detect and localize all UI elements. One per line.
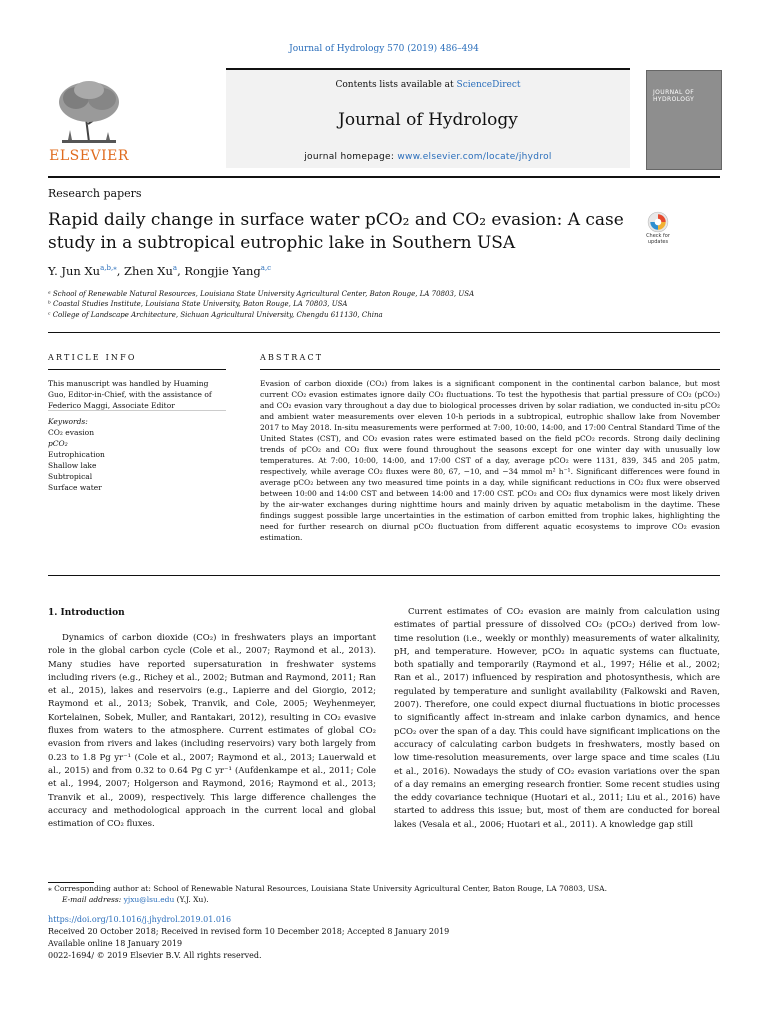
contents-line: Contents lists available at ScienceDirect (335, 80, 521, 90)
check-for-updates-icon[interactable] (647, 211, 669, 233)
available-online: Available online 18 January 2019 (48, 939, 183, 948)
article-info-rule (48, 369, 226, 370)
masthead (48, 68, 720, 176)
publication-details (48, 914, 449, 962)
journal-cover-thumbnail[interactable] (646, 70, 722, 170)
author-affil-marker[interactable]: a,b,⁎ (100, 264, 117, 273)
abstract-rule (260, 369, 720, 370)
article-info-heading: ARTICLE INFO (48, 353, 137, 362)
corresponding-author-note: ⁎ Corresponding author at: School of Renewable Natural Resources, Louisiana State University Agricultural Center, Baton Rouge, LA 70803, USA. (48, 884, 607, 893)
handled-by-note: This manuscript was handled by Huaming Guo, Editor-in-Chief, with the assistance of Federico Maggi, Associate Editor (48, 379, 212, 410)
masthead-rule (48, 176, 720, 178)
check-for-updates-label[interactable]: Check for updates (646, 233, 670, 245)
abstract-bottom-rule (48, 575, 720, 576)
abstract-heading: ABSTRACT (260, 353, 324, 362)
keyword-item: Surface water (48, 483, 102, 492)
author-affil-marker[interactable]: a,c (260, 264, 272, 273)
cover-title: JOURNAL OF HYDROLOGY (653, 89, 695, 103)
intro-paragraph-left: Dynamics of carbon dioxide (CO₂) in freshwaters plays an important role in the global carbon cycle (Cole et al., 2007; Raymond et al., 2013). Many studies have reported supersaturation in freshwater systems including rivers (e.g., Richey et al., 2002; Butman and Raymond, 2011; Ran et al., 2015), lakes and reservoirs (e.g., Lapierre and del Giorgio, 2012; Raymond et al., 2013; Sobek, Tranvik, and Cole, 2005; Weyhenmeyer, Kortelainen, Sobek, Muller, and Rantakari, 2012), resulting in CO₂ evasive fluxes from waters to the atmosphere. Current estimates of global CO₂ evasion from rivers and lakes (including reservoirs) vary both largely from 0.23 to 1.8 Pg yr⁻¹ (Cole et al., 2007; Raymond et al., 2013; Lauerwald et al., 2015) and from 0.32 to 0.64 Pg C yr⁻¹ (Aufdenkampe et al., 2011; Cole et al., 1994, 2007; Holgerson and Raymond, 2016; Raymond et al., 2013; Tranvik et al., 2009), respectively. This large difference challenges the accuracy and methodological approach in the current local and global estimation of CO₂ fluxes. (48, 633, 376, 830)
author-list: Y. Jun $Xu^{a,b,⁎}$, Zhen Xu$^a$, Rongjie Yang$^{a,c}$ (48, 264, 272, 278)
section-label: Research papers (48, 187, 142, 200)
keyword-item: pCO₂ (48, 439, 68, 448)
info-divider (48, 410, 226, 411)
intro-paragraph-right: Current estimates of CO₂ evasion are mainly from calculation using estimates of partial pressure of dissolved CO₂ (pCO₂) derived from low-time resolution (i.e., weekly or monthly) measurements of water alkalinity, pH, and temperature. However, pCO₂ in aquatic systems can fluctuate, both spatially and temporarily (Raymond et al., 1997; Hélie et al., 2002; Ran et al., 2017) influenced by respiration and photosynthesis, which are regulated by temperature and sunlight availability (Falkowski and Raven, 2007). Therefore, one could expect diurnal fluctuations in biotic processes to significantly affect in-stream and inlake carbon dynamics, and hence pCO₂ over the span of a day. This could have significant implications on the accuracy of calculating carbon budgets in freshwaters, mostly based on low time-resolution measurements, over large space and time scales (Liu et al., 2016). Nowadays the study of CO₂ evasion variations over the span of a day remains an emerging research frontier. Some recent studies using the eddy covariance technique (Huotari et al., 2011; Liu et al., 2016) have started to address this issue; but, most of them are conducted for boreal lakes (Vesala et al., 2006; Huotari et al., 2011). A knowledge gap still (394, 607, 720, 830)
keyword-item: CO₂ evasion (48, 428, 95, 437)
sciencedirect-link[interactable]: ScienceDirect (456, 80, 521, 90)
homepage-link[interactable]: www.elsevier.com/locate/jhydrol (397, 152, 552, 162)
journal-name: Journal of Hydrology (338, 110, 518, 130)
received-dates: Received 20 October 2018; Received in revised form 10 December 2018; Accepted 8 January 2019 (48, 927, 450, 936)
elsevier-wordmark: ELSEVIER (49, 148, 129, 164)
author-name[interactable]: Zhen Xu (124, 264, 173, 278)
article-title: Rapid daily change in surface water pCO₂ and CO₂ evasion: A case study in a subtropical eutrophic lake in Southern USA (48, 210, 624, 253)
affiliation: ᵃ School of Renewable Natural Resources, Louisiana State University Agricultural Center, Baton Rouge, LA 70803, USA (48, 290, 475, 298)
keyword-item: Shallow lake (48, 461, 97, 470)
journal-homepage: journal homepage: www.elsevier.com/locate/jhydrol (304, 152, 552, 162)
copyright-line: 0022-1694/ © 2019 Elsevier B.V. All rights reserved. (48, 951, 262, 960)
author-name[interactable]: Y. Jun Xu (48, 264, 101, 278)
journal-masthead-box (226, 68, 630, 168)
affiliation: ᶜ College of Landscape Architecture, Sichuan Agricultural University, Chengdu 611130, China (48, 311, 383, 319)
email-link[interactable]: yjxu@lsu.edu (123, 895, 175, 904)
affiliation: ᵇ Coastal Studies Institute, Louisiana State University, Baton Rouge, LA 70803, USA (48, 300, 348, 308)
journal-citation[interactable]: Journal of Hydrology 570 (2019) 486–494 (289, 44, 479, 54)
section-heading-introduction: 1. Introduction (48, 608, 125, 618)
keyword-item: Eutrophication (48, 450, 105, 459)
keyword-item: Subtropical (48, 472, 93, 481)
author-name[interactable]: Rongjie Yang (184, 264, 261, 278)
doi-link[interactable]: https://doi.org/10.1016/j.jhydrol.2019.01.016 (48, 915, 232, 924)
affiliation-rule (48, 332, 720, 333)
keywords-label: Keywords: (48, 417, 88, 426)
author-affil-marker[interactable]: a (172, 264, 178, 273)
abstract-body: Evasion of carbon dioxide (CO₂) from lakes is a significant component in the continental carbon balance, but most current CO₂ evasion estimates ignore daily CO₂ fluctuations. To test the hypothesis that partial pressure of CO₂ (pCO₂) and CO₂ evasion vary throughout a day due to biological processes driven by solar radiation, we conducted in-situ pCO₂ and ambient water measurements over eleven 10-h periods in a subtropical, eutrophic shallow lake from November 2017 to May 2018. In-situ measurements were performed at 7:00, 10:00, 14:00, and 17:00 Central Standard Time of the United States (CST), and CO₂ evasion rates were estimated based on the field pCO₂ records. Strong daily declining trends of pCO₂ and CO₂ flux were found throughout the seasons except for one winter day with unusually low temperatures. At 7:00, 10:00, 14:00, and 17:00 CST of a day, average pCO₂ were 1131, 839, 345 and 205 µatm, respectively, while average CO₂ fluxes were 80, 67, −10, and −34 mmol m² h⁻¹. Significant differences were found in average pCO₂ between any two measured time points in a day, while significant reductions in CO₂ flux were observed between 10:00 and 14:00 CST and between 14:00 and 17:00 CST. pCO₂ and CO₂ flux dynamics were most likely driven by the air-water exchanges during nighttime hours and mainly driven by aquatic metabolism in the daytime. These findings suggest possible large uncertainties in the estimation of carbon emitted from trophic lakes, highlighting the need for further research on diurnal pCO₂ fluctuation from different aquatic ecosystems to improve CO₂ evasion estimation. (260, 379, 720, 542)
email-line: E-mail address: yjxu@lsu.edu (Y.J. Xu). (62, 895, 209, 904)
